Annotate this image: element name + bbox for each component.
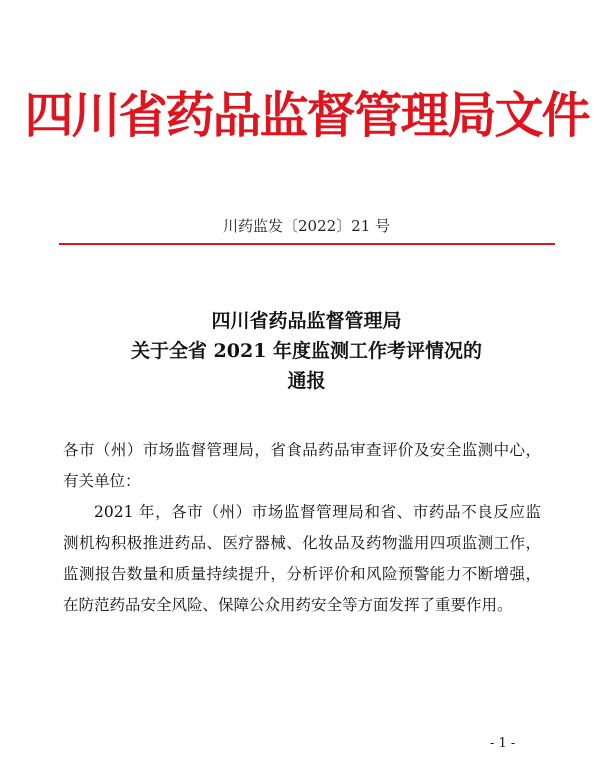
title-line-2: 关于全省 2021 年度监测工作考评情况的 (130, 340, 483, 362)
document-body (63, 435, 541, 621)
salutation: 各市（州）市场监督管理局，省食品药品审查评价及安全监测中心，有关单位： (63, 441, 541, 490)
document-number: 川药监发〔2022〕21 号 (222, 217, 391, 235)
title-line-3: 通报 (287, 370, 326, 392)
page-number: - 1 - (490, 736, 516, 751)
document-masthead: 四川省药品监督管理局文件 (24, 87, 589, 144)
title-line-1: 四川省药品监督管理局 (211, 310, 402, 332)
body-paragraph-1: 2021 年，各市（州）市场监督管理局和省、市药品不良反应监测机构积极推进药品、医疗器械、化妆品及药物滥用四项监测工作，监测报告数量和质量持续提升，分析评价和风险预警能力不断增强，在防范药品安全风险、保障公众用药安全等方面发挥了重要作用。 (63, 503, 541, 614)
document-title (0, 306, 613, 396)
red-divider-line (59, 243, 555, 245)
